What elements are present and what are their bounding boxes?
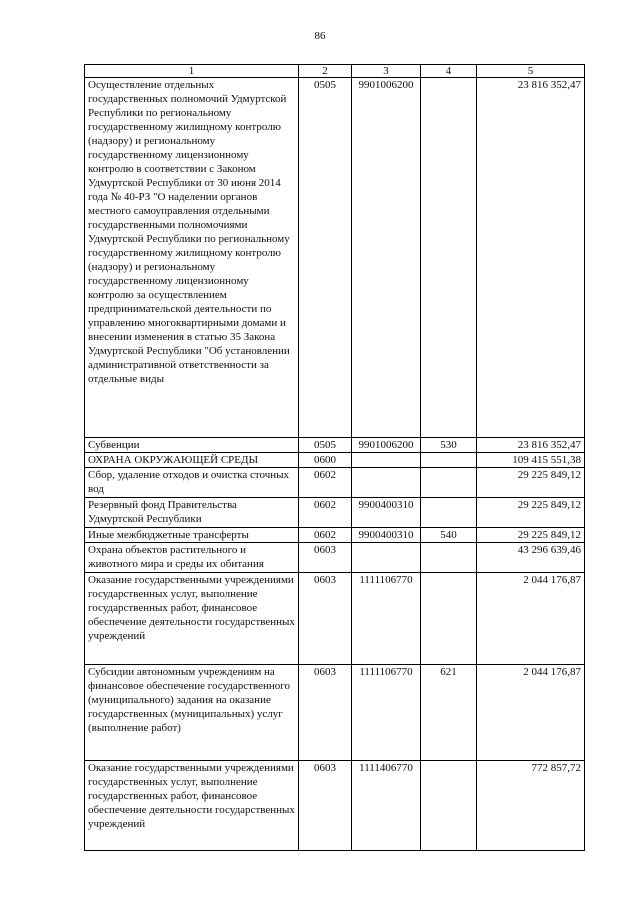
row-type: [421, 78, 477, 438]
row-name: Субвенции: [85, 438, 299, 453]
row-amount: 23 816 352,47: [477, 438, 585, 453]
row-type: [421, 468, 477, 498]
table-row: [85, 498, 585, 528]
row-amount: 109 415 551,38: [477, 453, 585, 468]
row-target: [352, 468, 421, 498]
table-row: [85, 78, 585, 438]
row-amount: 29 225 849,12: [477, 468, 585, 498]
row-target: 1111406770: [352, 761, 421, 851]
row-target: 9901006200: [352, 438, 421, 453]
row-target: [352, 543, 421, 573]
table-row: [85, 453, 585, 468]
row-amount: 2 044 176,87: [477, 573, 585, 665]
column-header-1: 1: [85, 65, 299, 78]
table-row: [85, 761, 585, 851]
column-header-5: 5: [477, 65, 585, 78]
column-header-2: 2: [299, 65, 352, 78]
row-section: 0602: [299, 468, 352, 498]
row-amount: 29 225 849,12: [477, 528, 585, 543]
row-section: 0603: [299, 665, 352, 761]
row-target: 1111106770: [352, 573, 421, 665]
row-type: [421, 453, 477, 468]
row-name: Сбор, удаление отходов и очистка сточных вод: [85, 468, 299, 498]
table-row: [85, 665, 585, 761]
row-target: 9901006200: [352, 78, 421, 438]
row-amount: 43 296 639,46: [477, 543, 585, 573]
row-name: ОХРАНА ОКРУЖАЮЩЕЙ СРЕДЫ: [85, 453, 299, 468]
row-amount: 29 225 849,12: [477, 498, 585, 528]
table-row: [85, 528, 585, 543]
row-type: 530: [421, 438, 477, 453]
row-amount: 772 857,72: [477, 761, 585, 851]
row-name: [85, 78, 299, 438]
table-row: [85, 543, 585, 573]
row-amount: 2 044 176,87: [477, 665, 585, 761]
row-type: 621: [421, 665, 477, 761]
table-row: [85, 438, 585, 453]
column-header-3: 3: [352, 65, 421, 78]
header-row: [85, 65, 585, 78]
row-type: 540: [421, 528, 477, 543]
row-type: [421, 573, 477, 665]
row-amount: 23 816 352,47: [477, 78, 585, 438]
row-section: 0603: [299, 573, 352, 665]
row-section: 0602: [299, 498, 352, 528]
row-name: Иные межбюджетные трансферты: [85, 528, 299, 543]
table-row: [85, 573, 585, 665]
page-number: 86: [314, 30, 326, 42]
row-type: [421, 761, 477, 851]
row-name-text: Осуществление отдельных государственных полномочий Удмуртской Республики по региональному государственному жилищному контролю (надзору) и региональному государственному лицензионному контролю в соответствии с Законом Удмуртской Республики от 30 июня 2014 года № 40-РЗ "О наделении органов местного самоуправления отдельными государственными полномочиями Удмуртской Республики по региональному государственному жилищному контролю (надзору) и региональному государственному лицензионному контролю за осуществлением предпринимательской деятельности по управлению многоквартирными домами и внесении изменения в статью 35 Закона Удмуртской Республики "Об установлении административной ответственности за отдельные виды: [88, 79, 290, 385]
row-target: 9900400310: [352, 528, 421, 543]
row-section: 0505: [299, 78, 352, 438]
column-header-4: 4: [421, 65, 477, 78]
row-name: Охрана объектов растительного и животного мира и среды их обитания: [85, 543, 299, 573]
row-name: Резервный фонд Правительства Удмуртской Республики: [85, 498, 299, 528]
row-type: [421, 543, 477, 573]
row-type: [421, 498, 477, 528]
row-name: Оказание государственными учреждениями государственных услуг, выполнение государственных работ, финансовое обеспечение деятельности государственных учреждений: [85, 761, 299, 851]
row-target: 9900400310: [352, 498, 421, 528]
budget-table: [84, 64, 585, 851]
row-section: 0603: [299, 761, 352, 851]
row-target: 1111106770: [352, 665, 421, 761]
row-name: Оказание государственными учреждениями государственных услуг, выполнение государственных работ, финансовое обеспечение деятельности государственных учреждений: [85, 573, 299, 665]
table-row: [85, 468, 585, 498]
row-section: 0603: [299, 543, 352, 573]
row-target: [352, 453, 421, 468]
row-section: 0602: [299, 528, 352, 543]
row-name: Субсидии автономным учреждениям на финансовое обеспечение государственного (муниципального) задания на оказание государственных (муниципальных) услуг (выполнение работ): [85, 665, 299, 761]
row-section: 0505: [299, 438, 352, 453]
row-section: 0600: [299, 453, 352, 468]
